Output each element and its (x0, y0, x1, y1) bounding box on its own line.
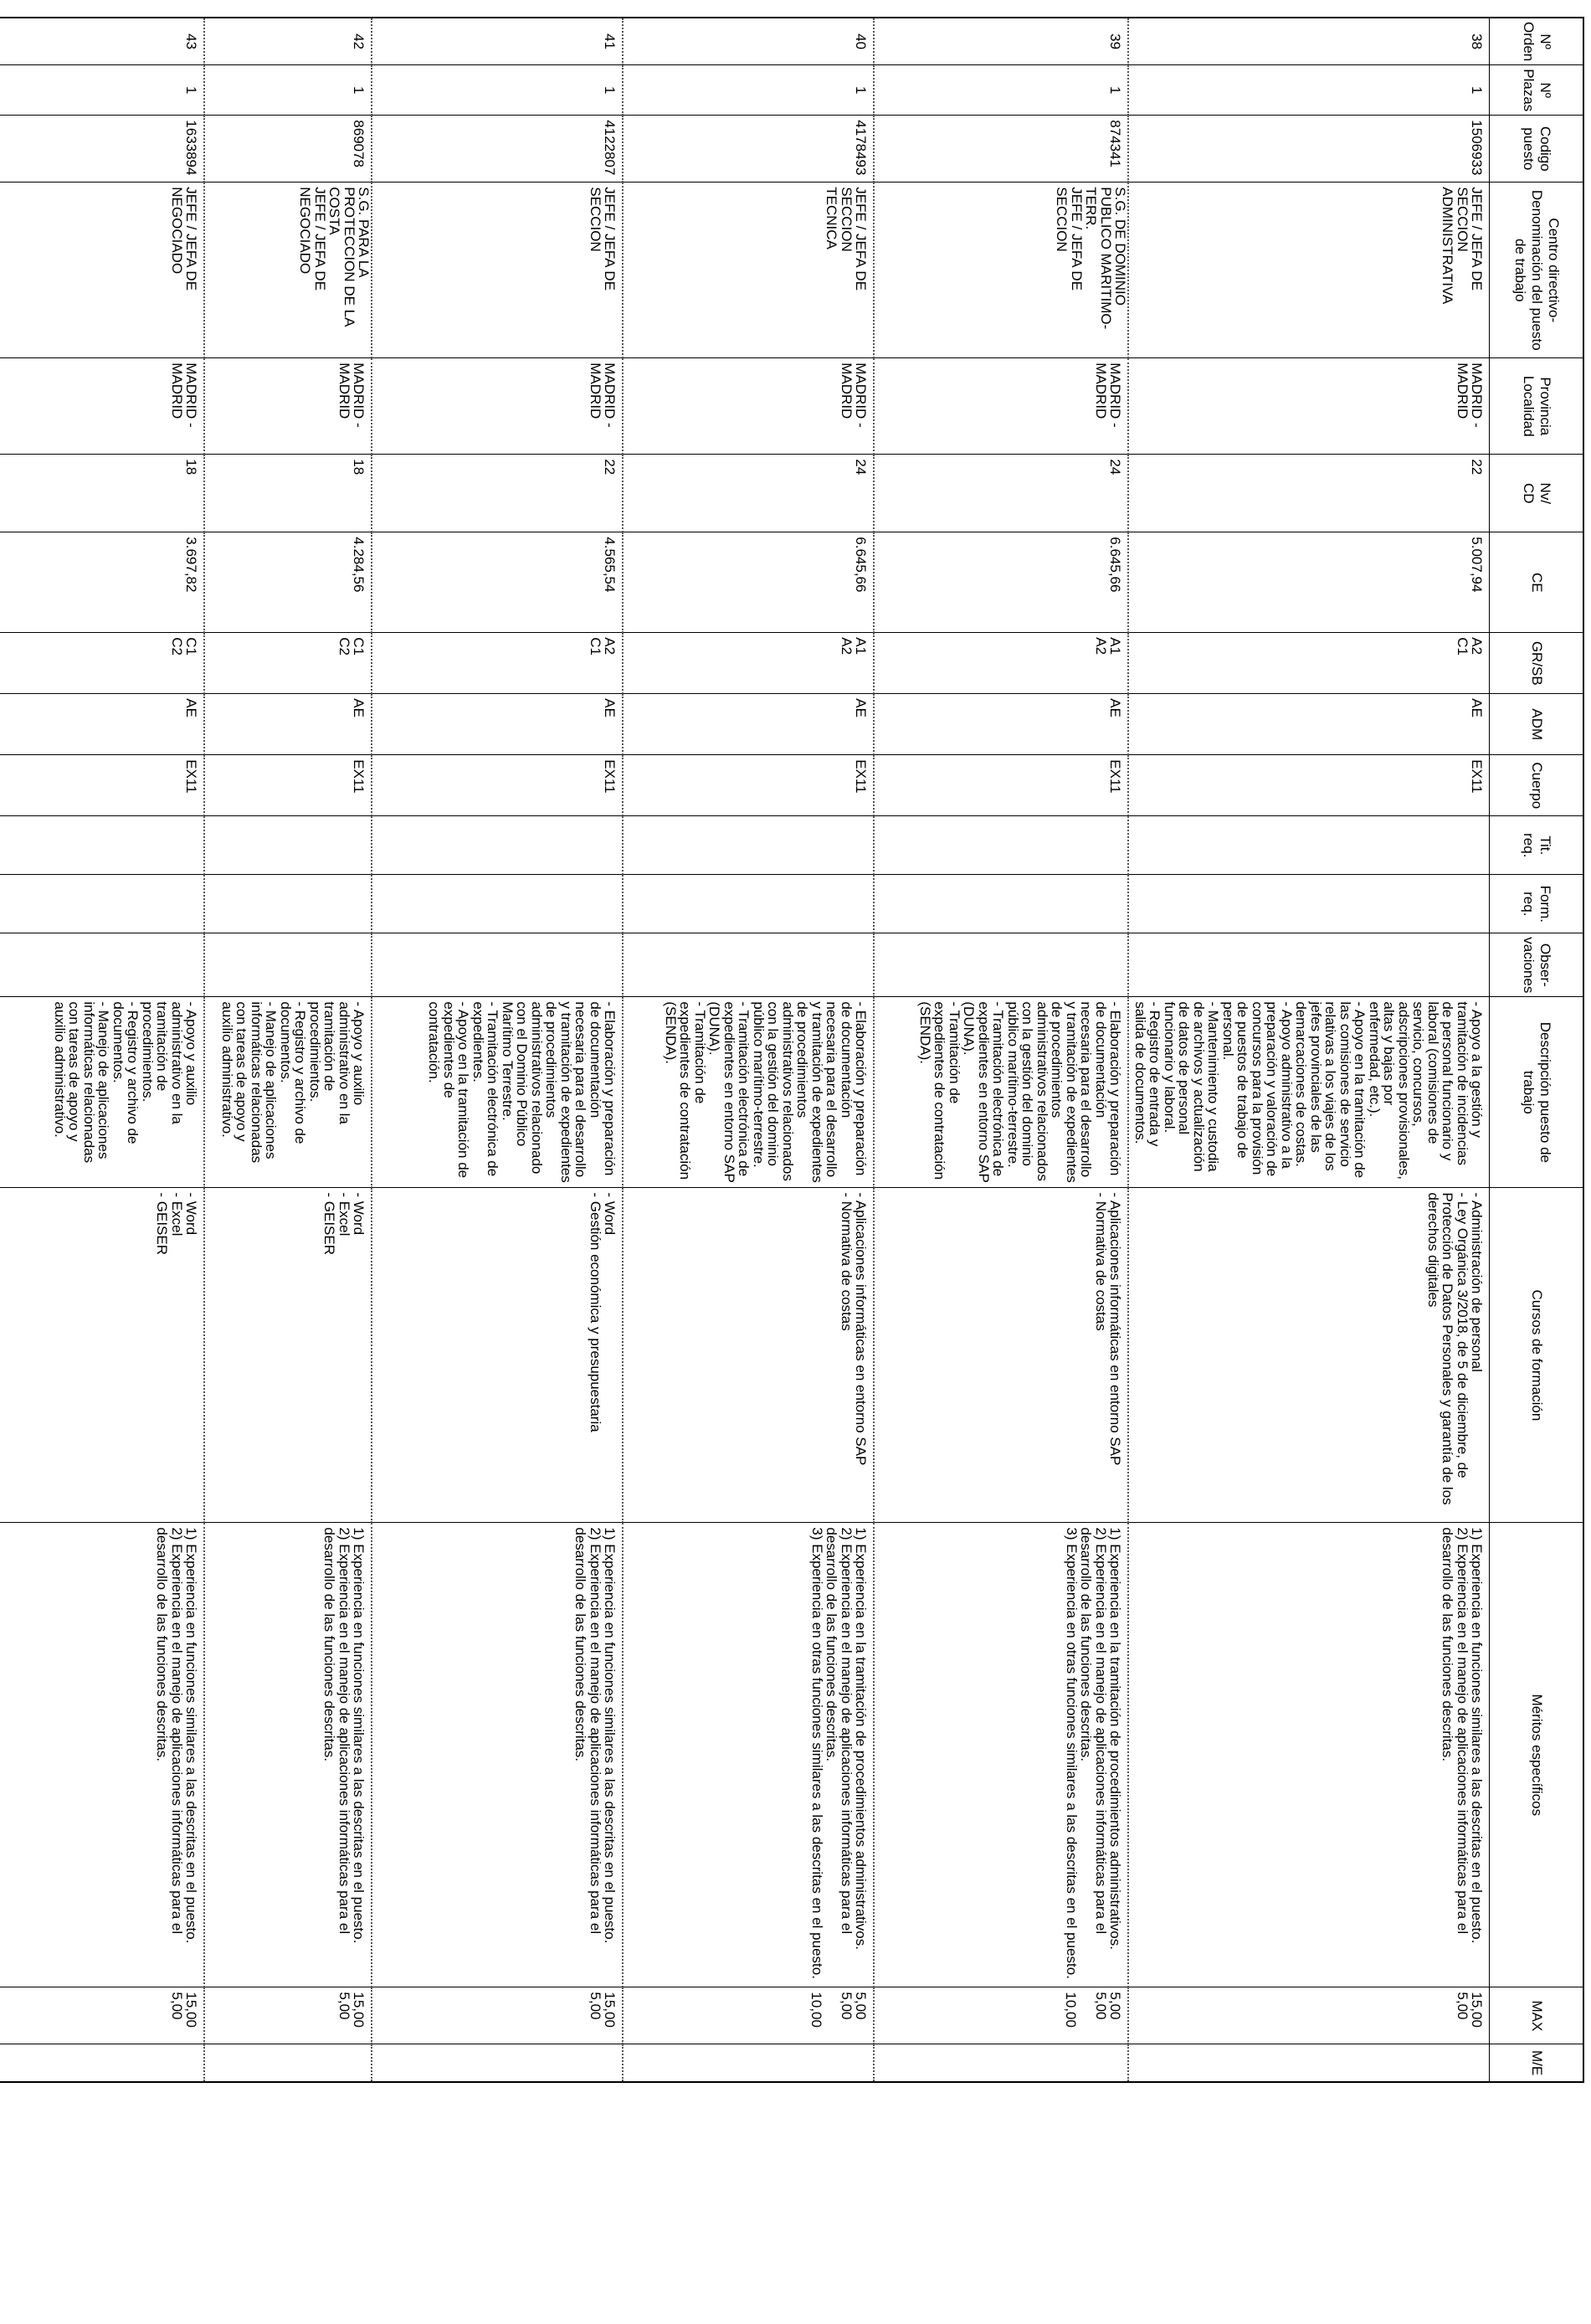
cell-cuerpo: EX11 (875, 755, 1129, 816)
cell-observaciones (1129, 933, 1491, 997)
max-value: 5,00 (336, 1992, 352, 2020)
centro-directivo: S.G. PARA LA PROTECCION DE LA COSTA (326, 187, 372, 331)
cell-cuerpo: EX11 (372, 755, 624, 816)
cell-centro (875, 183, 1129, 358)
cell-cuerpo: EX11 (205, 755, 372, 816)
max-value: 5,00 (1107, 1992, 1124, 2020)
cell-provincia: MADRID - MADRID (372, 358, 624, 455)
cell-max (205, 1987, 372, 2044)
header-provincia: Provincia Localidad (1490, 358, 1583, 455)
cell-max (372, 1987, 624, 2044)
cell-codigo: 869078 (205, 116, 372, 183)
header-centro: Centro directivo- Denominación del puesto de trabajo (1490, 183, 1583, 358)
table-body (0, 18, 1490, 2082)
merito-item: 2) Experiencia en el manejo de aplicaciones informáticas para el desarrollo de las funciones descritas. (1440, 1527, 1470, 1938)
cell-me (372, 2044, 624, 2082)
merito-item: 3) Experiencia en otras funciones similares a las descritas en el puesto. (809, 1527, 825, 1979)
merito-item: 1) Experiencia en funciones similares a las descritas en el puesto. (602, 1527, 618, 1944)
cell-provincia: MADRID - MADRID (205, 358, 372, 455)
cell-adm: AE (205, 694, 372, 755)
cell-nivel: 24 (624, 455, 875, 532)
cell-adm: AE (875, 694, 1129, 755)
cell-meritos (372, 1523, 624, 1987)
cell-max (875, 1987, 1129, 2044)
cell-meritos (875, 1523, 1129, 1987)
max-value: 10,00 (1063, 1992, 1080, 2028)
table-row (205, 18, 372, 2082)
header-codigo: Codigo puesto (1490, 116, 1583, 183)
cell-formreq (372, 875, 624, 933)
denominacion: JEFE / JEFA DE NEGOCIADO (169, 187, 200, 295)
cell-nivel: 18 (0, 455, 205, 532)
cell-ce: 5.007,94 (1129, 532, 1491, 633)
cell-adm: AE (0, 694, 205, 755)
cell-adm: AE (372, 694, 624, 755)
header-observaciones: Obser- vaciones (1490, 933, 1583, 997)
cell-nivel: 18 (205, 455, 372, 532)
max-value: 15,00 (351, 1992, 367, 2028)
header-ce: CE (1490, 532, 1583, 633)
cell-centro (1129, 183, 1491, 358)
cell-titreq (205, 816, 372, 875)
cell-max (624, 1987, 875, 2044)
cell-centro (372, 183, 624, 358)
cell-descripcion: - Apoyo y auxilio administrativo en la tramitación de procedimientos. - Registro y archivo de documentos. - Manejo de aplicaciones informáticas relacionadas con tareas de apoyo y auxilio administrativo. (205, 997, 372, 1188)
table-row (372, 18, 624, 2082)
cell-cursos: - Word - Excel - GEISER (0, 1188, 205, 1523)
cell-orden: 38 (1129, 18, 1491, 65)
cell-provincia: MADRID - MADRID (0, 358, 205, 455)
cell-provincia: MADRID - MADRID (875, 358, 1129, 455)
header-formreq: Form. req. (1490, 875, 1583, 933)
cell-cuerpo: EX11 (624, 755, 875, 816)
header-cursos: Cursos de formación (1490, 1188, 1583, 1523)
denominacion: JEFE / JEFA DE NEGOCIADO (297, 187, 328, 295)
max-value: 15,00 (602, 1992, 618, 2028)
header-orden: Nº Orden (1490, 18, 1583, 65)
header-adm: ADM (1490, 694, 1583, 755)
cell-orden: 39 (875, 18, 1129, 65)
cell-plazas: 1 (1129, 65, 1491, 116)
max-value: 5,00 (588, 1992, 603, 2020)
header-max: MAX (1490, 1987, 1583, 2044)
cell-titreq (372, 816, 624, 875)
cell-ce: 6.645,66 (875, 532, 1129, 633)
cell-titreq (0, 816, 205, 875)
merito-item: 2) Experiencia en el manejo de aplicaciones informáticas para el desarrollo de las funciones descritas. (154, 1527, 185, 1938)
cell-me (205, 2044, 372, 2082)
cell-codigo: 1506933 (1129, 116, 1491, 183)
header-meritos: Méritos específicos (1490, 1523, 1583, 1987)
cell-cursos: - Word - Excel - GEISER (205, 1188, 372, 1523)
cell-descripcion: - Apoyo y auxilio administrativo en la tramitación de procedimientos. - Registro y archivo de documentos. - Manejo de aplicaciones informáticas relacionadas con tareas de apoyo y auxilio administrativo. (0, 997, 205, 1188)
cell-ce: 4.565,54 (372, 532, 624, 633)
cell-adm: AE (624, 694, 875, 755)
cell-observaciones (624, 933, 875, 997)
cell-descripcion: - Elaboración y preparación de documentación necesaria para el desarrollo y tramitación de expedientes de procedimientos administrativos relacionados con la gestión del dominio público marítimo-terrestre. - Tramitación electrónica de expedientes en entorno SAP (DUNA). - Tramitación de expedientes de contratación (SENDA). (624, 997, 875, 1188)
cell-nivel: 22 (1129, 455, 1491, 532)
cell-orden: 43 (0, 18, 205, 65)
header-me: M/E (1490, 2044, 1583, 2082)
max-value: 5,00 (1455, 1992, 1470, 2020)
cell-provincia: MADRID - MADRID (624, 358, 875, 455)
cell-adm: AE (1129, 694, 1491, 755)
max-value: 15,00 (1469, 1992, 1486, 2028)
cell-ce: 6.645,66 (624, 532, 875, 633)
cell-plazas: 1 (372, 65, 624, 116)
cell-codigo: 874341 (875, 116, 1129, 183)
cell-cursos: - Administración de personal - Ley Orgánica 3/2018, de 5 de diciembre, de Protección de Datos Personales y garantía de los derechos digitales (1129, 1188, 1491, 1523)
cell-me (624, 2044, 875, 2082)
cell-grsb: C1 C2 (0, 633, 205, 694)
merito-item: 2) Experiencia en el manejo de aplicaciones informáticas para el desarrollo de las funciones descritas. (572, 1527, 603, 1938)
max-value: 5,00 (1093, 1992, 1109, 2020)
cell-grsb: A1 A2 (875, 633, 1129, 694)
cell-meritos (624, 1523, 875, 1987)
table-row (1129, 18, 1491, 2082)
cell-me (1129, 2044, 1491, 2082)
cell-centro (624, 183, 875, 358)
cell-plazas: 1 (624, 65, 875, 116)
cell-titreq (875, 816, 1129, 875)
max-value: 5,00 (839, 1992, 855, 2020)
max-value: 5,00 (169, 1992, 185, 2020)
cell-observaciones (372, 933, 624, 997)
max-value: 15,00 (183, 1992, 200, 2028)
cell-meritos (0, 1523, 205, 1987)
cell-me (875, 2044, 1129, 2082)
table-row (0, 18, 205, 2082)
cell-descripcion: - Apoyo a la gestión y tramitación de incidencias de personal funcionario y laboral (comisiones de servicio, concursos, adscripciones provisionales, altas y bajas por enfermedad, etc.). - Apoyo en la tramitación de las comisiones de servicio relativas a los viajes de los jefes provinciales de las demarcaciones de costas. - Apoyo administrativo a la preparación y valoración de concursos para la provisión de puestos de trabajo de personal. - Mantenimiento y custodia de archivos y actualización de datos de personal funcionario y laboral. - Registro de entrada y salida de documentos. (1129, 997, 1491, 1188)
denominacion: JEFE / JEFA DE SECCION TECNICA (824, 187, 870, 291)
cell-centro (0, 183, 205, 358)
merito-item: 3) Experiencia en otras funciones similares a las descritas en el puesto. (1064, 1527, 1080, 1979)
cell-centro (205, 183, 372, 358)
cell-meritos (1129, 1523, 1491, 1987)
merito-item: 1) Experiencia en la tramitación de procedimientos administrativos. (853, 1527, 870, 1950)
cell-cuerpo: EX11 (0, 755, 205, 816)
max-value: 10,00 (808, 1992, 825, 2028)
merito-item: 1) Experiencia en la tramitación de procedimientos administrativos. (1107, 1527, 1124, 1950)
merito-item: 2) Experiencia en el manejo de aplicaciones informáticas para el desarrollo de las funciones descritas. (824, 1527, 855, 1938)
cell-orden: 40 (624, 18, 875, 65)
cell-titreq (624, 816, 875, 875)
cell-provincia: MADRID - MADRID (1129, 358, 1491, 455)
cell-orden: 41 (372, 18, 624, 65)
cell-meritos (205, 1523, 372, 1987)
cell-nivel: 22 (372, 455, 624, 532)
table-row (624, 18, 875, 2082)
cell-codigo: 4122807 (372, 116, 624, 183)
cell-cuerpo: EX11 (1129, 755, 1491, 816)
header-nivel: Nv/ CD (1490, 455, 1583, 532)
cell-me (0, 2044, 205, 2082)
cell-cursos: - Word - Gestión económica y presupuestaria (372, 1188, 624, 1523)
cell-nivel: 24 (875, 455, 1129, 532)
cell-grsb: A2 C1 (1129, 633, 1491, 694)
centro-directivo: S.G. DE DOMINIO PUBLICO MARITIMO-TERR. (1083, 187, 1129, 330)
cell-formreq (205, 875, 372, 933)
cell-cursos: - Aplicaciones informáticas en entorno SAP - Normativa de costas (875, 1188, 1129, 1523)
cell-orden: 42 (205, 18, 372, 65)
cell-ce: 4.284,56 (205, 532, 372, 633)
cell-observaciones (875, 933, 1129, 997)
cell-observaciones (0, 933, 205, 997)
merito-item: 1) Experiencia en funciones similares a las descritas en el puesto. (351, 1527, 367, 1944)
header-plazas: Nº Plazas (1490, 65, 1583, 116)
cell-descripcion: - Elaboración y preparación de documentación necesaria para el desarrollo y tramitación de expedientes de procedimientos administrativos relacionados con la gestión del dominio público marítimo-terrestre. - Tramitación electrónica de expedientes en entorno SAP (DUNA). - Tramitación de expedientes de contratación (SENDA). (875, 997, 1129, 1188)
table-row (875, 18, 1129, 2082)
cell-cursos: - Aplicaciones informáticas en entorno SAP - Normativa de costas (624, 1188, 875, 1523)
cell-grsb: A1 A2 (624, 633, 875, 694)
denominacion: JEFE / JEFA DE SECCION ADMINISTRATIVA (1440, 187, 1486, 305)
merito-item: 2) Experiencia en el manejo de aplicaciones informáticas para el desarrollo de las funciones descritas. (1078, 1527, 1109, 1938)
cell-formreq (1129, 875, 1491, 933)
cell-max (1129, 1987, 1491, 2044)
merito-item: 2) Experiencia en el manejo de aplicaciones informáticas para el desarrollo de las funciones descritas. (321, 1527, 352, 1938)
header-grsb: GR/SB (1490, 633, 1583, 694)
merito-item: 1) Experiencia en funciones similares a las descritas en el puesto. (1469, 1527, 1486, 1944)
header-cuerpo: Cuerpo (1490, 755, 1583, 816)
header-row (1490, 18, 1583, 2082)
cell-observaciones (205, 933, 372, 997)
cell-titreq (1129, 816, 1491, 875)
cell-max (0, 1987, 205, 2044)
denominacion: JEFE / JEFA DE SECCION (1054, 187, 1085, 295)
cell-codigo: 1633894 (0, 116, 205, 183)
cell-grsb: C1 C2 (205, 633, 372, 694)
cell-formreq (875, 875, 1129, 933)
header-titreq: Tit. req. (1490, 816, 1583, 875)
cell-grsb: A2 C1 (372, 633, 624, 694)
cell-plazas: 1 (205, 65, 372, 116)
denominacion: JEFE / JEFA DE SECCION (588, 187, 618, 295)
cell-formreq (624, 875, 875, 933)
cell-descripcion: - Elaboración y preparación de documentación necesaria para el desarrollo y tramitación de expedientes de procedimientos administrativos relacionado con el Dominio Público Marítimo Terrestre. - Tramitación electrónica de expedientes. - Apoyo en la tramitación de expedientes de contratación. (372, 997, 624, 1188)
vacancy-table (0, 17, 1584, 2083)
merito-item: 1) Experiencia en funciones similares a las descritas en el puesto. (183, 1527, 200, 1944)
cell-plazas: 1 (0, 65, 205, 116)
cell-plazas: 1 (875, 65, 1129, 116)
cell-formreq (0, 875, 205, 933)
cell-codigo: 4178493 (624, 116, 875, 183)
header-descripcion: Descripción puesto de trabajo (1490, 997, 1583, 1188)
max-value: 5,00 (853, 1992, 870, 2020)
cell-ce: 3.697,82 (0, 532, 205, 633)
